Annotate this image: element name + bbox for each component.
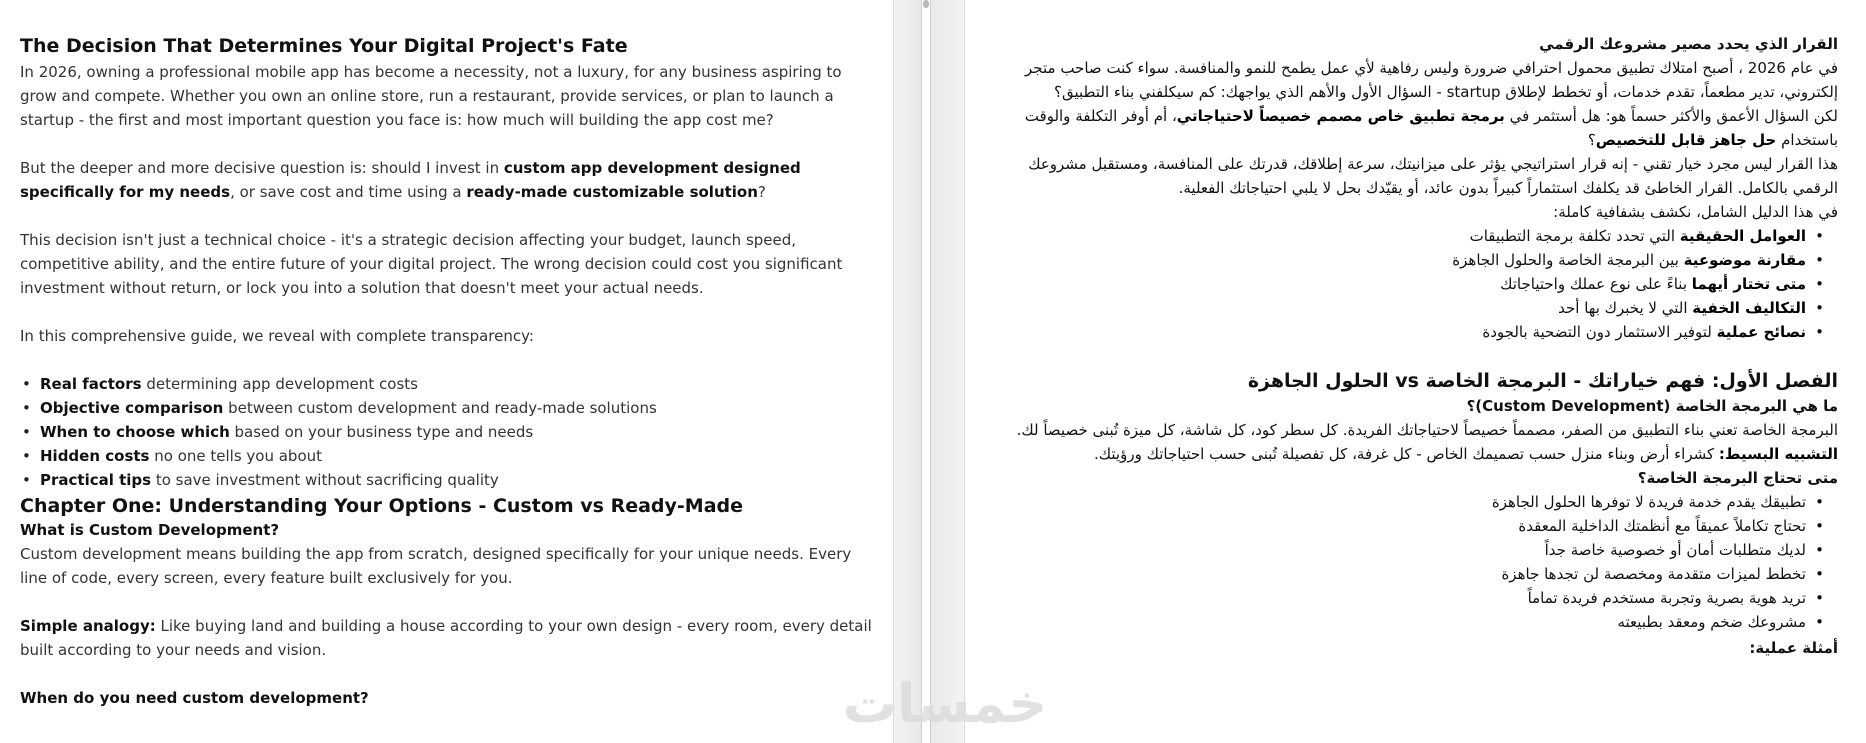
left-page-gutter: [893, 0, 921, 743]
guide-intro: In this comprehensive guide, we reveal with complete transparency:: [20, 327, 534, 345]
splitter-handle[interactable]: [923, 0, 929, 8]
arabic-document-pane: [965, 0, 1866, 743]
list-item: • Objective comparison between custom development and ready-made solutions: [32, 396, 873, 420]
arabic-intro-paragraph: في عام 2026 ، أصبح امتلاك تطبيق محمول احترافي ضرورة وليس رفاهية لأي عمل يطمح للنمو والمنافسة. سواء كنت صاحب متجر إلكتروني، تدير مطعماً، تقدم خدمات، أو تخطط لإطلاق startup - السؤال الأول والأهم الذي يواجهك: كم سيكلفني بناء التطبيق؟: [1025, 59, 1838, 101]
arabic-question-paragraph: لكن السؤال الأعمق والأكثر حسماً هو: هل أستثمر في برمجة تطبيق خاص مصمم خصيصاً لاحتياجاتي، أم أوفر التكلفة والوقت باستخدام حل جاهز قابل للتخصيص؟: [1024, 107, 1838, 149]
arabic-examples-heading: أمثلة عملية:: [1749, 639, 1838, 657]
list-item: • تريد هوية بصرية وتجربة مستخدم فريدة تماماً: [995, 586, 1820, 610]
list-item: • متى تختار أيهما بناءً على نوع عملك واحتياجاتك: [995, 272, 1820, 296]
list-item: • العوامل الحقيقية التي تحدد تكلفة برمجة التطبيقات: [995, 224, 1820, 248]
list-item: • Hidden costs no one tells you about: [32, 444, 873, 468]
arabic-chapter-title: الفصل الأول: فهم خياراتك - البرمجة الخاصة vs الحلول الجاهزة: [1247, 370, 1838, 392]
analogy-paragraph: Simple analogy: Like buying land and building a house according to your own design - every room, every detail built according to your needs and vision.: [20, 617, 872, 659]
english-document-pane: [0, 0, 893, 743]
arabic-decision-paragraph: هذا القرار ليس مجرد خيار تقني - إنه قرار استراتيجي يؤثر على ميزانيتك، سرعة إطلاقك، قدرتك على المنافسة، ومستقبل مشروعك الرقمي بالكامل. القرار الخاطئ قد يكلفك استثماراً كبيراً بدون عائد، أو يقيّدك بحل لا يلبي احتياجاتك الفعلية.: [1028, 155, 1838, 197]
arabic-guide-intro: في هذا الدليل الشامل، نكشف بشفافية كاملة:: [1553, 203, 1838, 221]
list-item: • التكاليف الخفية التي لا يخبرك بها أحد: [995, 296, 1820, 320]
arabic-when-heading: متى تحتاج البرمجة الخاصة؟: [1637, 469, 1838, 487]
when-heading: When do you need custom development?: [20, 689, 369, 707]
custom-body: Custom development means building the app from scratch, designed specifically for your unique needs. Every line of code, every screen, every feature built exclusively for you.: [20, 545, 852, 587]
custom-heading: What is Custom Development?: [20, 521, 280, 539]
list-item: • لديك متطلبات أمان أو خصوصية خاصة جداً: [995, 538, 1820, 562]
arabic-custom-heading: ما هي البرمجة الخاصة (Custom Development)؟: [1466, 397, 1838, 415]
question-paragraph: But the deeper and more decisive question is: should I invest in custom app development designed specifically for my needs, or save cost and time using a ready-made customizable solution?: [20, 159, 801, 201]
guide-list: [20, 372, 873, 492]
list-item: • Real factors determining app development costs: [32, 372, 873, 396]
list-item: • When to choose which based on your business type and needs: [32, 420, 873, 444]
list-item: • تخطط لميزات متقدمة ومخصصة لن تجدها جاهزة: [995, 562, 1820, 586]
list-item: • مشروعك ضخم ومعقد بطبيعته: [995, 610, 1820, 634]
list-item: • تحتاج تكاملاً عميقاً مع أنظمتك الداخلية المعقدة: [995, 514, 1820, 538]
page-title: The Decision That Determines Your Digital Project's Fate: [20, 35, 628, 57]
arabic-custom-body: البرمجة الخاصة تعني بناء التطبيق من الصفر، مصمماً خصيصاً لاحتياجاتك الفريدة. كل سطر كود، كل شاشة، كل ميزة تُبنى خصيصاً لك.: [1016, 421, 1838, 439]
decision-paragraph: This decision isn't just a technical choice - it's a strategic decision affecting your budget, launch speed, competitive ability, and the entire future of your digital project. The wrong decision could cost you significant investment without return, or lock you into a solution that doesn't meet your actual needs.: [20, 231, 843, 297]
list-item: • نصائح عملية لتوفير الاستثمار دون التضحية بالجودة: [995, 320, 1820, 344]
arabic-analogy-paragraph: التشبيه البسيط: كشراء أرض وبناء منزل حسب تصميمك الخاص - كل غرفة، كل تفصيلة تُبنى حسب احتياجاتك ورؤيتك.: [1093, 445, 1838, 463]
list-item: • مقارنة موضوعية بين البرمجة الخاصة والحلول الجاهزة: [995, 248, 1820, 272]
intro-paragraph: In 2026, owning a professional mobile app has become a necessity, not a luxury, for any business aspiring to grow and compete. Whether you own an online store, run a restaurant, provide services, or plan to launch a startup - the first and most important question you face is: how much will building the app cost me?: [20, 63, 842, 129]
bold-custom-development: custom app development designed specifically for my needs: [20, 159, 801, 201]
chapter-title: Chapter One: Understanding Your Options - Custom vs Ready-Made: [20, 495, 744, 517]
right-page-gutter: [931, 0, 965, 743]
arabic-when-list: [995, 490, 1838, 634]
list-item: • Practical tips to save investment without sacrificing quality: [32, 468, 873, 492]
list-item: • تطبيقك يقدم خدمة فريدة لا توفرها الحلول الجاهزة: [995, 490, 1820, 514]
arabic-page-title: القرار الذي يحدد مصير مشروعك الرقمي: [1539, 35, 1838, 53]
watermark-logo: خمسات: [842, 672, 1048, 735]
pane-splitter[interactable]: [921, 0, 931, 743]
bold-ready-made: ready-made customizable solution: [466, 183, 758, 201]
arabic-guide-list: [995, 224, 1838, 344]
